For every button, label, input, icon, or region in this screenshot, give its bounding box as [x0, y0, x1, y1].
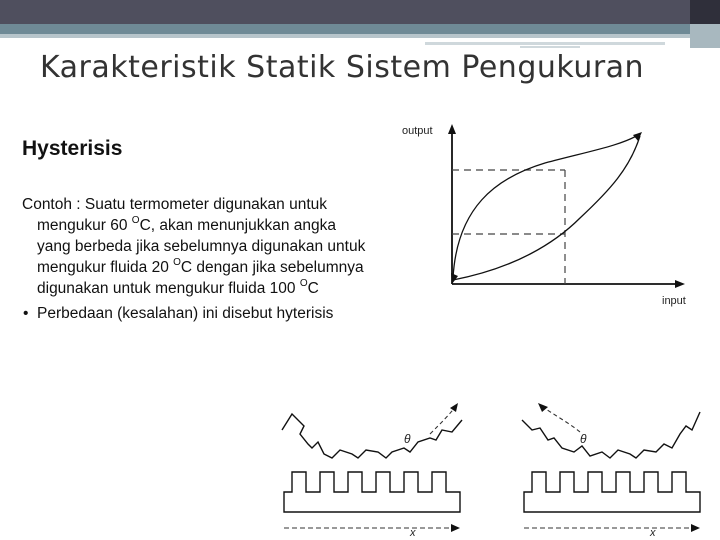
graph-ylabel: output [402, 125, 433, 137]
rack [284, 472, 460, 512]
upper-gear-teeth [522, 412, 700, 458]
displacement-arrowhead [451, 524, 460, 532]
displacement-label: x [410, 527, 416, 539]
y-axis-arrow [448, 124, 456, 134]
angle-label: θ [580, 432, 587, 446]
header-line [425, 42, 665, 45]
header-stripe-light [0, 34, 720, 38]
gear-diagram-left [280, 400, 470, 540]
header-stripe [0, 24, 720, 34]
top-bar [0, 0, 720, 24]
hysteresis-lower-curve [453, 136, 640, 280]
rotation-arrowhead [538, 403, 548, 412]
top-bar-corner [690, 0, 720, 24]
displacement-label: x [650, 527, 656, 539]
upper-gear-teeth [282, 414, 462, 458]
rotation-arrow [542, 406, 580, 432]
header-stripe-corner [690, 24, 720, 48]
section-heading: Hysterisis [22, 137, 123, 160]
slide-title: Karakteristik Statik Sistem Pengukuran [40, 50, 645, 85]
x-axis-arrow [675, 280, 685, 288]
upper-curve-arrow [633, 132, 642, 141]
graph-xlabel: input [662, 295, 686, 307]
lower-curve-arrow [451, 273, 458, 284]
angle-label: θ [404, 432, 411, 446]
displacement-arrowhead [691, 524, 700, 532]
rack [524, 472, 700, 512]
gear-diagram-right [520, 400, 710, 540]
bullet-text: Perbedaan (kesalahan) ini disebut hyterisis [37, 305, 334, 322]
hysteresis-upper-curve [453, 134, 640, 278]
example-paragraph: Contoh : Suatu termometer digunakan untuk mengukur 60 $^O$C, akan menunjukkan angka yang berbeda jika sebelumnya digunakan untuk mengukur fluida 20 $^O$C dengan jika sebelumnya digunakan untuk mengukur fluida 100 $^O$C [22, 196, 366, 297]
rotation-arrowhead [450, 403, 458, 412]
hysteresis-graph [395, 118, 700, 313]
bullet-marker: • [23, 305, 29, 322]
bullet-item [22, 303, 367, 324]
body-text [22, 194, 367, 324]
header-line-short [520, 46, 580, 48]
